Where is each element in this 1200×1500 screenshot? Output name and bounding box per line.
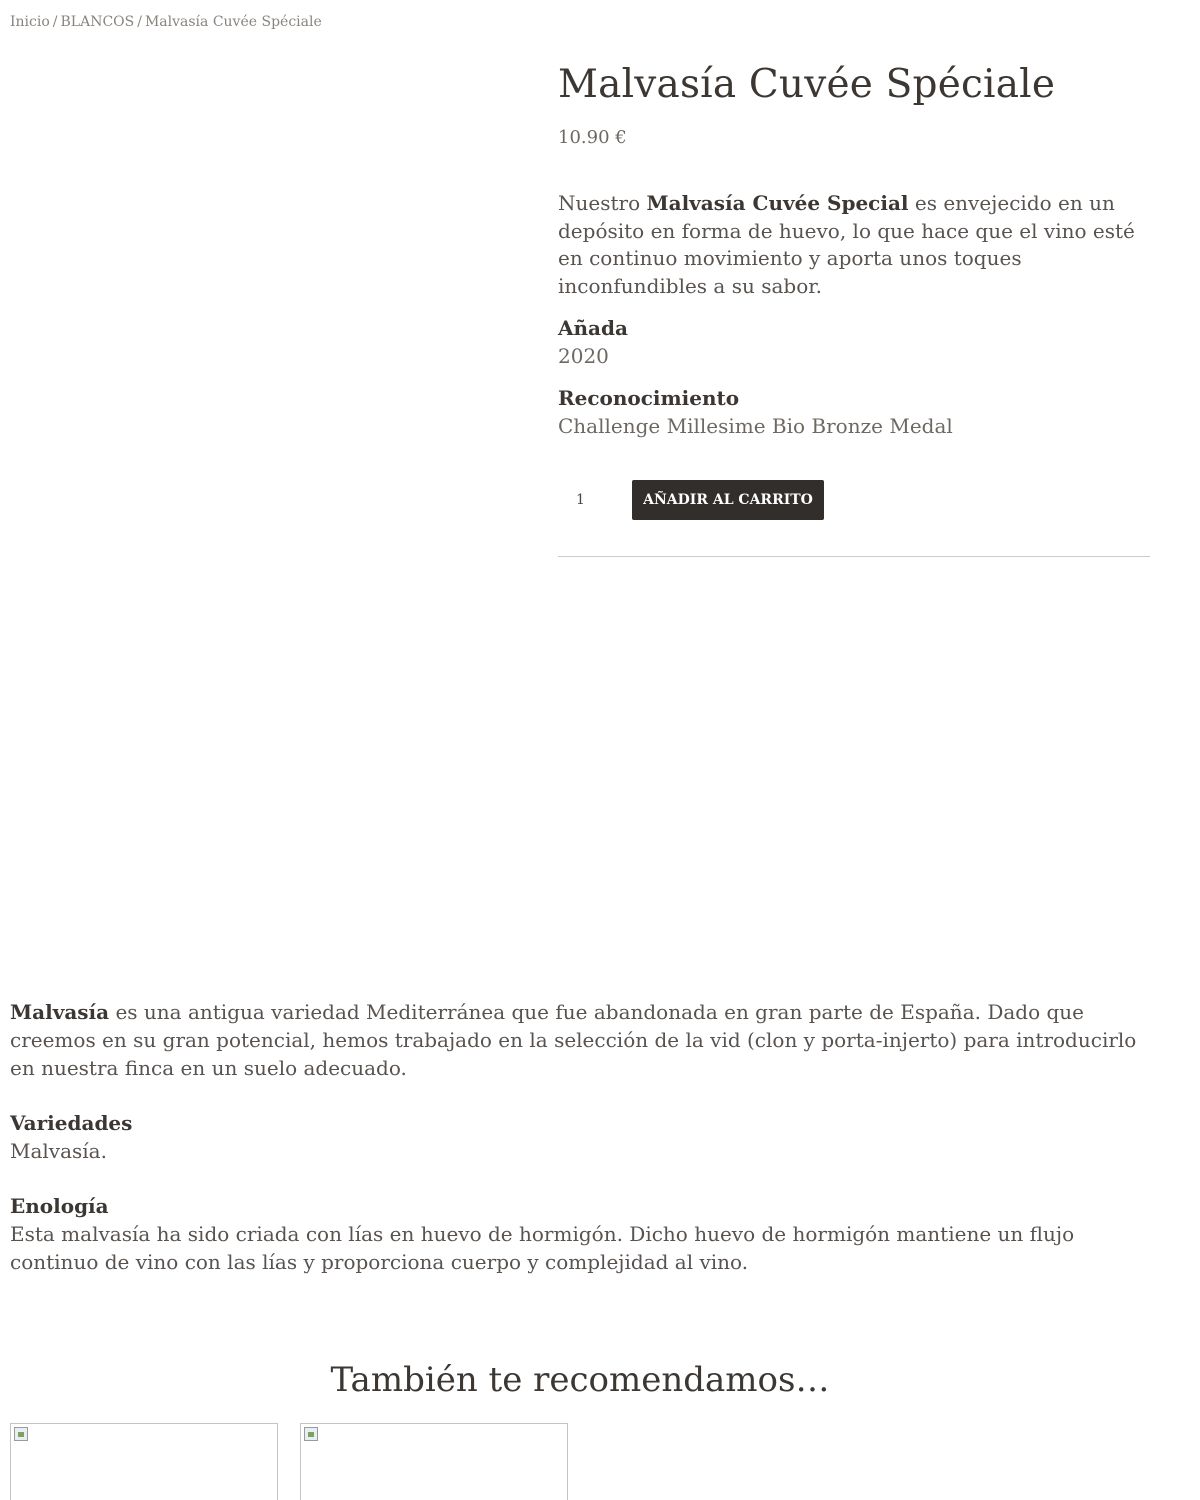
breadcrumb xyxy=(10,14,322,30)
oenology-section xyxy=(10,1192,1160,1276)
product-summary xyxy=(558,62,1150,565)
attribute-recognition xyxy=(558,384,1150,440)
attribute-recognition-value: Challenge Millesime Bio Bronze Medal xyxy=(558,414,953,438)
attribute-vintage xyxy=(558,314,1150,370)
short-description-text: es envejecido en un depósito en forma de huevo, lo que hace que el vino esté en continuo movimiento y aporta unos toques inconfundibles a su sabor. xyxy=(558,191,1135,298)
breadcrumb-home-link[interactable]: Inicio xyxy=(10,14,50,30)
varieties-section xyxy=(10,1109,1160,1165)
oenology-text: Esta malvasía ha sido criada con lías en huevo de hormigón. Dicho huevo de hormigón mantiene un flujo continuo de vino con las lías y proporciona cuerpo y complejidad al vino. xyxy=(10,1222,1075,1274)
broken-image-icon xyxy=(14,1427,28,1441)
attribute-recognition-label: Reconocimiento xyxy=(558,386,740,410)
long-description-intro-bold: Malvasía xyxy=(10,1000,110,1024)
product-title: Malvasía Cuvée Spéciale xyxy=(558,62,1056,107)
varieties-text: Malvasía. xyxy=(10,1139,107,1163)
broken-image-icon xyxy=(304,1427,318,1441)
breadcrumb-category-link[interactable]: BLANCOS xyxy=(60,14,135,30)
add-to-cart-button[interactable]: AÑADIR AL CARRITO xyxy=(632,480,824,520)
short-description-product-name: Malvasía Cuvée Special xyxy=(646,191,909,215)
breadcrumb-separator: / xyxy=(52,14,58,30)
divider xyxy=(558,556,1150,557)
add-to-cart-form xyxy=(558,480,1150,524)
varieties-label: Variedades xyxy=(10,1111,133,1135)
oenology-label: Enología xyxy=(10,1194,109,1218)
quantity-input[interactable] xyxy=(558,480,618,520)
short-description-prefix: Nuestro xyxy=(558,191,647,215)
product-price: 10.90 € xyxy=(558,127,627,148)
long-description-intro-text: es una antigua variedad Mediterránea que fue abandonada en gran parte de España. Dado que creemos en su gran potencial, hemos trabajado en la selección de la vid (clon y porta-injerto) para introducirlo en nuestra finca en un suelo adecuado. xyxy=(10,1000,1137,1080)
product-long-description xyxy=(10,998,1160,1276)
related-product-card[interactable] xyxy=(300,1423,568,1500)
long-description-intro xyxy=(10,998,1160,1082)
attribute-vintage-value: 2020 xyxy=(558,344,609,368)
breadcrumb-current: Malvasía Cuvée Spéciale xyxy=(144,14,322,30)
breadcrumb-separator: / xyxy=(137,14,142,30)
attribute-vintage-label: Añada xyxy=(558,316,628,340)
product-short-description xyxy=(558,190,1150,300)
related-products-title: También te recomendamos… xyxy=(330,1360,830,1400)
related-product-card[interactable] xyxy=(10,1423,278,1500)
